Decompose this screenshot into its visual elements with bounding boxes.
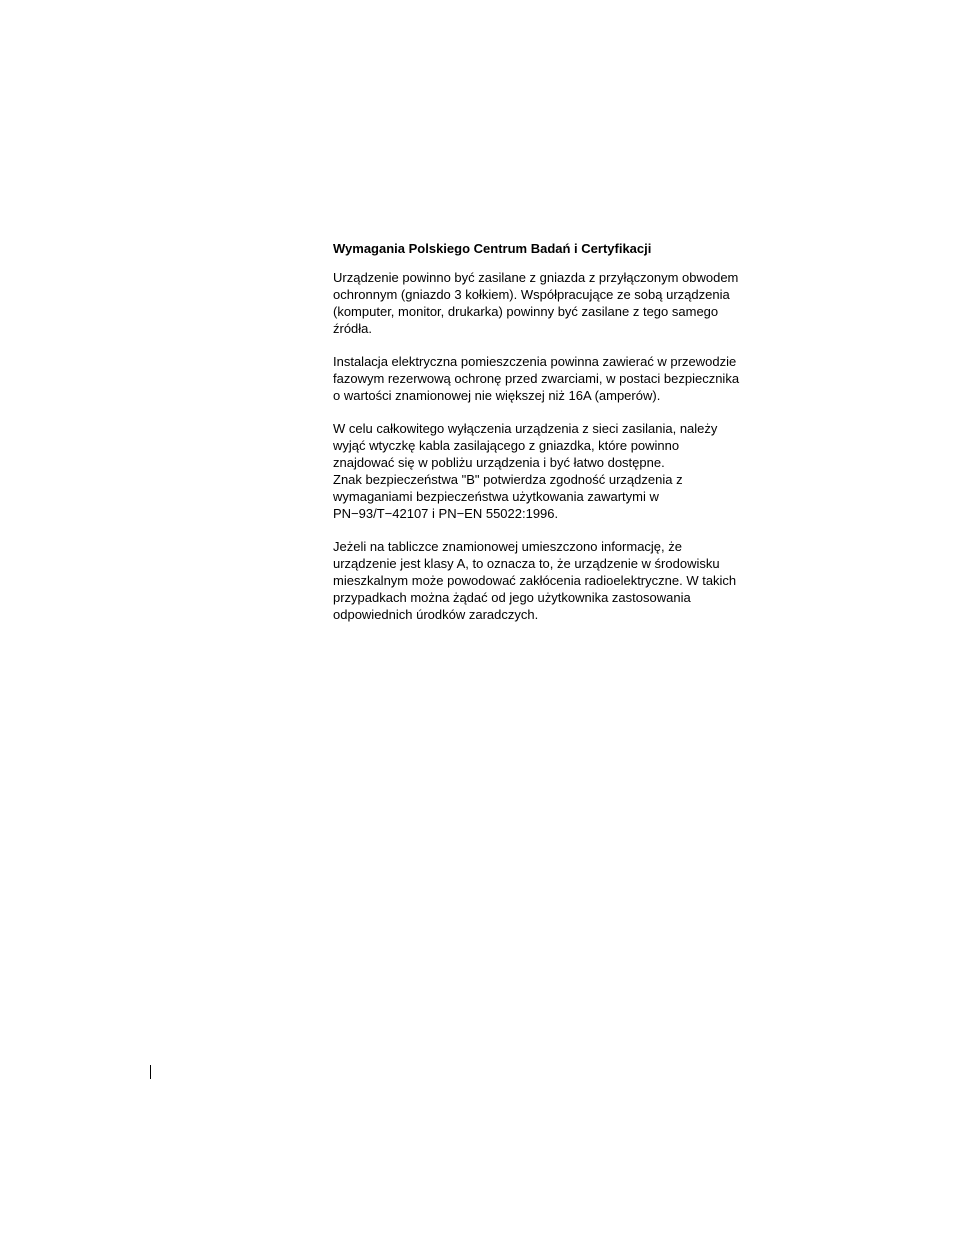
section-heading: Wymagania Polskiego Centrum Badań i Certyfikacji (333, 241, 652, 256)
paragraph-line: PN−93/T−42107 i PN−EN 55022:1996. (333, 506, 559, 521)
paragraph-line: źródła. (333, 321, 373, 336)
paragraph-line: ochronnym (gniazdo 3 kołkiem). Współpracujące ze sobą urządzenia (333, 287, 730, 302)
paragraph-line: wyjąć wtyczkę kabla zasilającego z gniazdka, które powinno (333, 438, 680, 453)
paragraph-line: wymaganiami bezpieczeństwa użytkowania zawartymi w (333, 489, 659, 504)
paragraph-line: mieszkalnym może powodować zakłócenia radioelektryczne. W takich (333, 573, 737, 588)
paragraph-line: Urządzenie powinno być zasilane z gniazda z przyłączonym obwodem (333, 270, 739, 285)
paragraph-power-supply (333, 269, 793, 337)
margin-change-bar (150, 1065, 151, 1079)
paragraph-line: urządzenie jest klasy A, to oznacza to, że urządzenie w środowisku (333, 556, 720, 571)
paragraph-electrical-installation (333, 353, 793, 404)
paragraph-class-a-device (333, 538, 793, 623)
paragraph-line: o wartości znamionowej nie większej niż 16A (amperów). (333, 388, 661, 403)
paragraph-line: Jeżeli na tabliczce znamionowej umieszczono informację, że (333, 539, 682, 554)
paragraph-line: W celu całkowitego wyłączenia urządzenia z sieci zasilania, należy (333, 421, 718, 436)
paragraph-disconnection-safety-mark (333, 420, 793, 522)
paragraph-line: Instalacja elektryczna pomieszczenia powinna zawierać w przewodzie (333, 354, 737, 369)
paragraph-line: Znak bezpieczeństwa "B" potwierdza zgodność urządzenia z (333, 472, 683, 487)
document-body (333, 240, 793, 639)
paragraph-line: (komputer, monitor, drukarka) powinny być zasilane z tego samego (333, 304, 719, 319)
paragraph-line: odpowiednich úrodków zaradczych. (333, 607, 539, 622)
paragraph-line: przypadkach można żądać od jego użytkownika zastosowania (333, 590, 691, 605)
paragraph-line: znajdować się w pobliżu urządzenia i być łatwo dostępne. (333, 455, 665, 470)
paragraph-line: fazowym rezerwową ochronę przed zwarciami, w postaci bezpiecznika (333, 371, 740, 386)
